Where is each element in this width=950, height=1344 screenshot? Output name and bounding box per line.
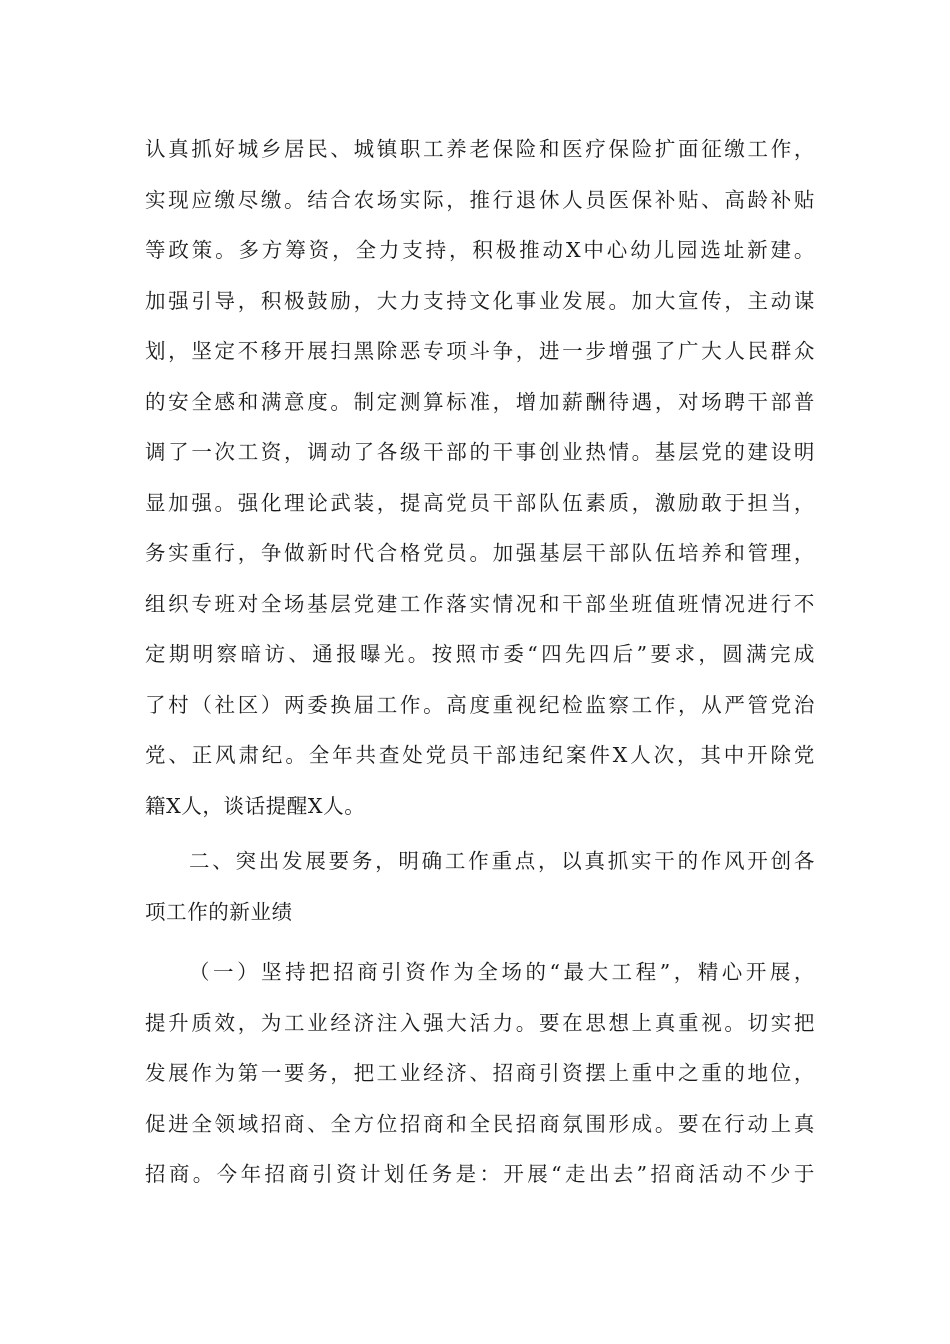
text-line: 定期明察暗访、通报曝光。按照市委“四先四后”要求，圆满完成 (145, 642, 815, 666)
text-line: 提升质效，为工业经济注入强大活力。要在思想上真重视。切实把 (145, 1010, 815, 1035)
text-line: 务实重行，争做新时代合格党员。加强基层干部队伍培养和管理， (145, 541, 815, 565)
text-line: 认真抓好城乡居民、城镇职工养老保险和医疗保险扩面征缴工作， (145, 137, 815, 161)
text-line: 调了一次工资，调动了各级干部的干事创业热情。基层党的建设明 (145, 440, 815, 464)
text-line: 加强引导，积极鼓励，大力支持文化事业发展。加大宣传，主动谋 (145, 288, 815, 313)
text-line: 党、正风肃纪。全年共查处党员干部违纪案件X人次，其中开除党 (145, 743, 815, 767)
heading-line: 二、突出发展要务，明确工作重点，以真抓实干的作风开创各 (189, 849, 815, 873)
text-line: 划，坚定不移开展扫黑除恶专项斗争，进一步增强了广大人民群众 (145, 339, 815, 363)
heading-line: 项工作的新业绩 (145, 899, 293, 924)
text-line: 实现应缴尽缴。结合农场实际，推行退休人员医保补贴、高龄补贴 (145, 187, 815, 212)
text-line: （一）坚持把招商引资作为全场的“最大工程”，精心开展， (189, 960, 815, 984)
text-line: 招商。今年招商引资计划任务是：开展“走出去”招商活动不少于 (145, 1162, 815, 1186)
text-line: 组织专班对全场基层党建工作落实情况和干部坐班值班情况进行不 (145, 591, 815, 616)
text-line: 显加强。强化理论武装，提高党员干部队伍素质，激励敢于担当， (145, 490, 815, 515)
text-line: 的安全感和满意度。制定测算标准，增加薪酬待遇，对场聘干部普 (145, 389, 815, 414)
section-heading-two (145, 836, 815, 937)
paragraph-investment-attraction (145, 947, 815, 1200)
text-line: 籍X人，谈话提醒X人。 (145, 793, 366, 818)
text-line: 等政策。多方筹资，全力支持，积极推动X中心幼儿园选址新建。 (145, 238, 815, 262)
paragraph-social-welfare-party-building (145, 124, 815, 831)
text-line: 发展作为第一要务，把工业经济、招商引资摆上重中之重的地位， (145, 1061, 815, 1085)
text-line: 了村（社区）两委换届工作。高度重视纪检监察工作，从严管党治 (145, 692, 815, 717)
text-line: 促进全领域招商、全方位招商和全民招商氛围形成。要在行动上真 (145, 1111, 815, 1136)
